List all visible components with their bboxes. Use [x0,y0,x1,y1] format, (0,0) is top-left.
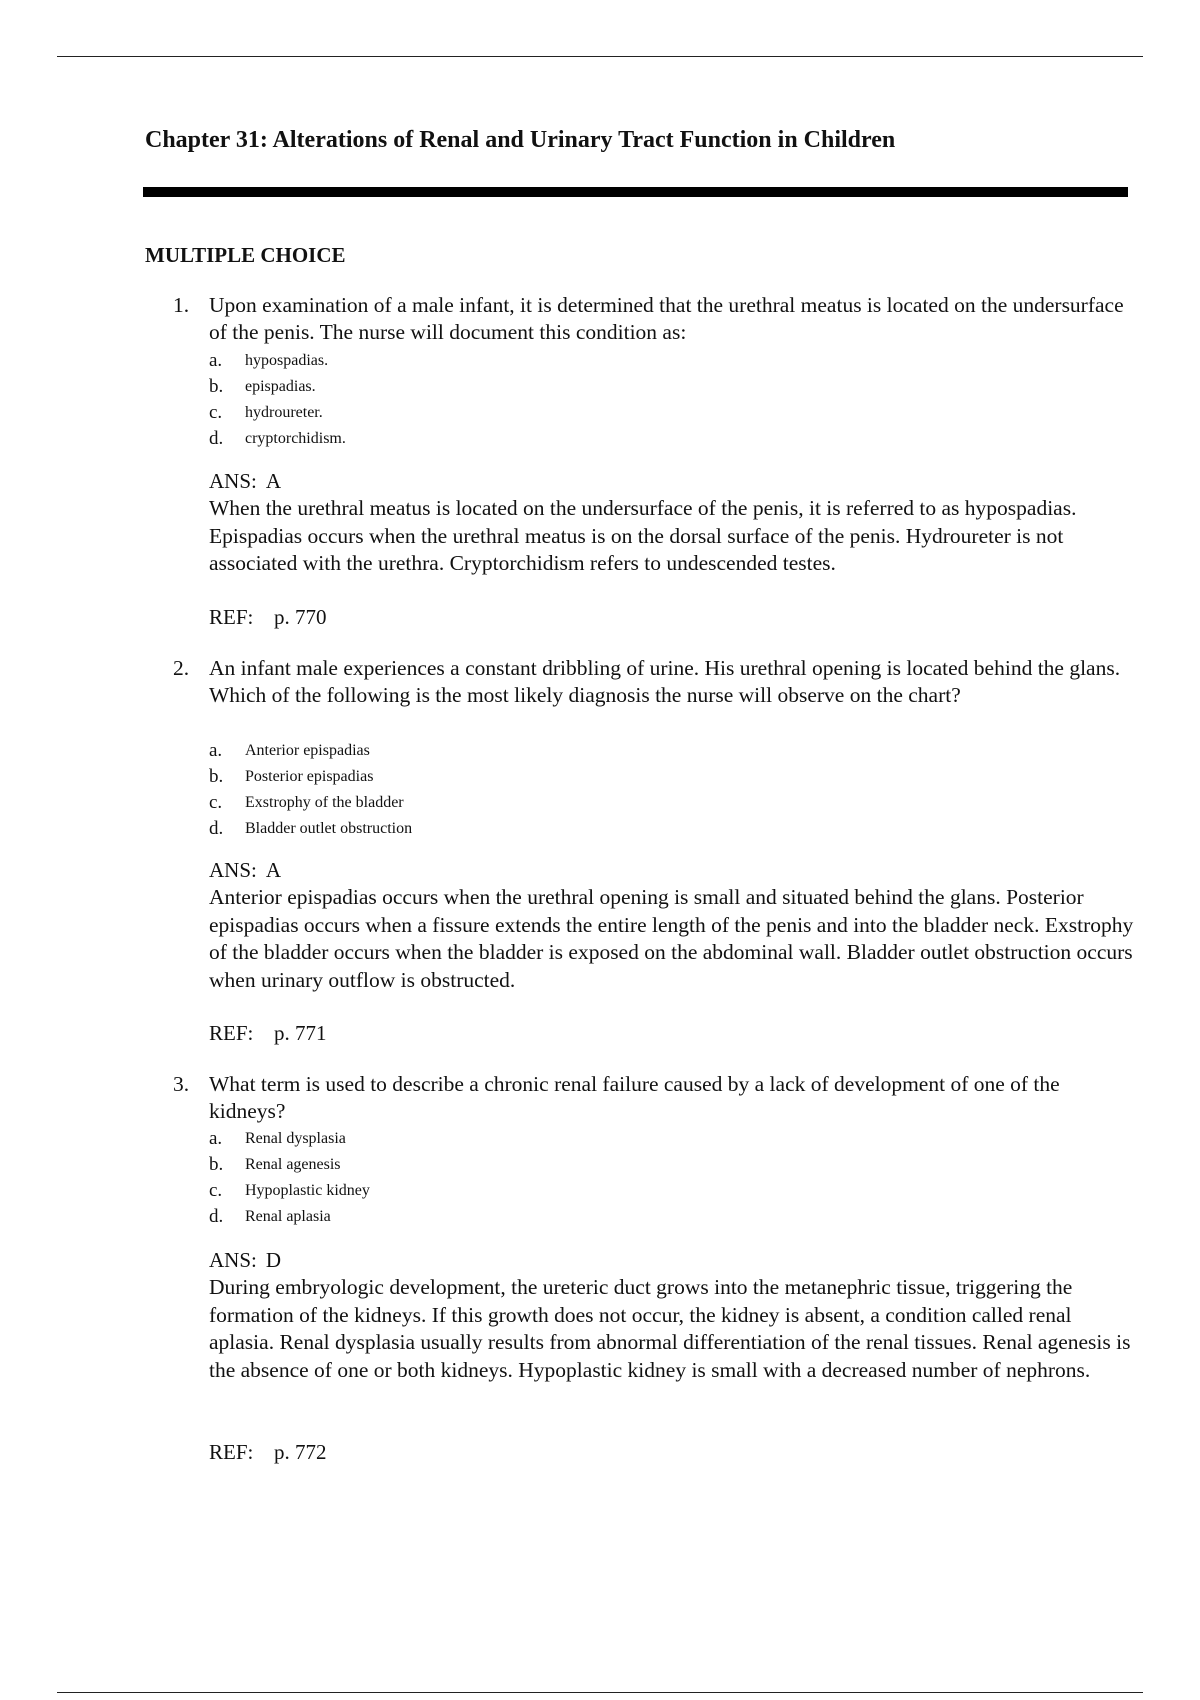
option-a [209,348,1109,374]
section-heading: MULTIPLE CHOICE [145,243,346,267]
ref-label: REF: [209,1021,254,1045]
answer-rationale: During embryologic development, the ureteric duct grows into the metanephric tissue, triggering the formation of the kidneys. If this growth does not occur, the kidney is absent, a condition called renal aplasia. Renal dysplasia usually results from abnormal differentiation of the renal tissues. Renal agenesis is the absence of one or both kidneys. Hypoplastic kidney is small with a decreased number of nephrons. [209,1275,1131,1382]
answer-value: A [265,858,282,882]
option-d [209,1204,1109,1230]
question-stem: Upon examination of a male infant, it is determined that the urethral meatus is located on the undersurface of the penis. The nurse will document this condition as: [209,293,1124,344]
answer-options-3 [209,1126,1109,1230]
option-c [209,1178,1109,1204]
option-letter: d. [209,428,224,449]
option-text: epispadias. [245,378,316,395]
ref-label: REF: [209,1440,254,1464]
option-b [209,374,1109,400]
option-text: hydroureter. [245,404,323,421]
answer-line [209,1247,1134,1274]
chapter-title: Chapter 31: Alterations of Renal and Urinary Tract Function in Children [145,127,896,153]
answer-line [209,468,1134,495]
option-letter: a. [209,740,223,761]
option-d [209,426,1109,452]
option-letter: b. [209,376,224,397]
ref-page: p. 772 [274,1440,327,1464]
question-stem: An infant male experiences a constant dribbling of urine. His urethral opening is located behind the glans. Which of the following is the most likely diagnosis the nurse will observe on the chart? [209,656,1121,707]
answer-options-2 [209,738,1109,842]
option-text: Anterior epispadias [245,742,370,759]
option-b [209,1152,1109,1178]
option-text: hypospadias. [245,352,329,369]
title-underline [143,187,1128,197]
reference-1 [209,604,327,631]
option-a [209,1126,1109,1152]
option-text: Renal aplasia [245,1208,331,1225]
option-letter: d. [209,1206,224,1227]
option-letter: a. [209,1128,223,1149]
answer-label: ANS: [209,858,257,882]
answer-rationale: When the urethral meatus is located on the undersurface of the penis, it is referred to as hypospadias. Epispadias occurs when the urethral meatus is on the dorsal surface of the penis. Hydroureter is not associated with the urethra. Cryptorchidism refers to undescended testes. [209,496,1077,575]
reference-3 [209,1439,327,1466]
answer-block-3 [209,1247,1134,1384]
answer-value: A [265,469,282,493]
option-text: Renal dysplasia [245,1130,346,1147]
option-letter: c. [209,792,223,813]
option-text: cryptorchidism. [245,430,346,447]
option-letter: c. [209,402,223,423]
reference-2 [209,1020,327,1047]
option-c [209,400,1109,426]
option-letter: c. [209,1180,223,1201]
option-c [209,790,1109,816]
ref-label: REF: [209,605,254,629]
question-number: 3. [173,1072,190,1096]
footer-rule [57,1692,1143,1693]
option-text: Bladder outlet obstruction [245,820,413,837]
answer-options-1 [209,348,1109,452]
answer-block-1 [209,468,1134,578]
option-letter: b. [209,1154,224,1175]
option-a [209,738,1109,764]
ref-page: p. 770 [274,605,327,629]
answer-label: ANS: [209,469,257,493]
option-letter: d. [209,818,224,839]
option-text: Posterior epispadias [245,768,374,785]
option-text: Hypoplastic kidney [245,1182,370,1199]
option-letter: b. [209,766,224,787]
question-stem: What term is used to describe a chronic renal failure caused by a lack of development of one of the kidneys? [209,1072,1060,1123]
header-rule [57,56,1143,57]
answer-block-2 [209,857,1134,994]
option-text: Renal agenesis [245,1156,341,1173]
question-number: 2. [173,656,190,680]
option-letter: a. [209,350,223,371]
answer-rationale: Anterior epispadias occurs when the urethral opening is small and situated behind the glans. Posterior epispadias occurs when a fissure extends the entire length of the penis and into the bladder neck. Exstrophy of the bladder occurs when the bladder is exposed on the abdominal wall. Bladder outlet obstruction occurs when urinary outflow is obstructed. [209,885,1134,992]
option-d [209,816,1109,842]
answer-line [209,857,1134,884]
ref-page: p. 771 [274,1021,327,1045]
option-text: Exstrophy of the bladder [245,794,404,811]
answer-label: ANS: [209,1248,257,1272]
answer-value: D [265,1248,282,1272]
question-number: 1. [173,293,190,317]
option-b [209,764,1109,790]
